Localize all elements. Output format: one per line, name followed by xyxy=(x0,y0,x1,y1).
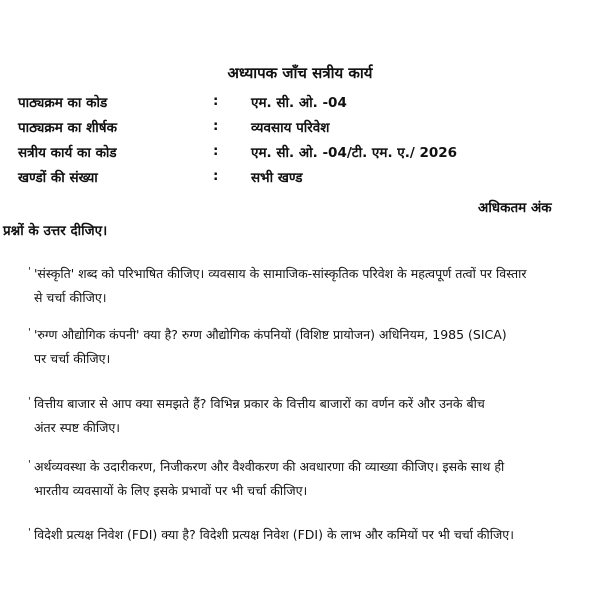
maximum-marks: अधिकतम अंक xyxy=(478,200,552,216)
info-value: एम. सी. ओ. -04 xyxy=(251,95,347,111)
info-label: पाठ्यक्रम का कोड xyxy=(18,95,108,111)
instruction: प्रश्नों के उत्तर दीजिए। xyxy=(3,223,108,239)
info-colon: : xyxy=(213,143,219,159)
question-line: अर्थव्यवस्था के उदारीकरण, निजीकरण और वैश्वीकरण की अवधारणा की व्याख्या कीजिए। इसके साथ ही xyxy=(34,459,505,474)
info-colon: : xyxy=(213,118,219,134)
info-value: व्यवसाय परिवेश xyxy=(251,120,330,136)
question-bullet: ' xyxy=(28,459,31,470)
info-value: एम. सी. ओ. -04/टी. एम. ए./ 2026 xyxy=(251,145,458,161)
info-label: खण्डों की संख्या xyxy=(18,170,98,186)
info-colon: : xyxy=(213,168,219,184)
question-line: से चर्चा कीजिए। xyxy=(34,290,107,305)
page-title: अध्यापक जाँच सत्रीय कार्य xyxy=(227,64,373,82)
info-value: सभी खण्ड xyxy=(251,170,303,186)
question-line: अंतर स्पष्ट कीजिए। xyxy=(34,420,120,435)
question-line: पर चर्चा कीजिए। xyxy=(34,351,111,366)
question-bullet: ' xyxy=(28,527,31,538)
question-line: विदेशी प्रत्यक्ष निवेश (FDI) क्या है? विदेशी प्रत्यक्ष निवेश (FDI) के लाभ और कमियों पर भी चर्चा कीजिए। xyxy=(34,527,514,542)
question-line: 'संस्कृति' शब्द को परिभाषित कीजिए। व्यवसाय के सामाजिक-सांस्कृतिक परिवेश के महत्वपूर्ण तत्वों पर विस्तार xyxy=(34,266,527,281)
info-label: पाठ्यक्रम का शीर्षक xyxy=(18,120,117,136)
info-label: सत्रीय कार्य का कोड xyxy=(18,145,117,161)
question-line: भारतीय व्यवसायों के लिए इसके प्रभावों पर भी चर्चा कीजिए। xyxy=(34,483,308,498)
question-line: वित्तीय बाजार से आप क्या समझते हैं? विभिन्न प्रकार के वित्तीय बाजारों का वर्णन करें और उनके बीच xyxy=(34,396,485,411)
question-line: 'रुग्ण औद्योगिक कंपनी' क्या है? रुग्ण औद्योगिक कंपनियों (विशिष्ट प्रायोजन) अधिनियम, 1985 (SICA) xyxy=(34,327,507,342)
info-colon: : xyxy=(213,93,219,109)
question-bullet: ' xyxy=(28,266,31,277)
question-bullet: ' xyxy=(28,327,31,338)
question-bullet: ' xyxy=(28,396,31,407)
